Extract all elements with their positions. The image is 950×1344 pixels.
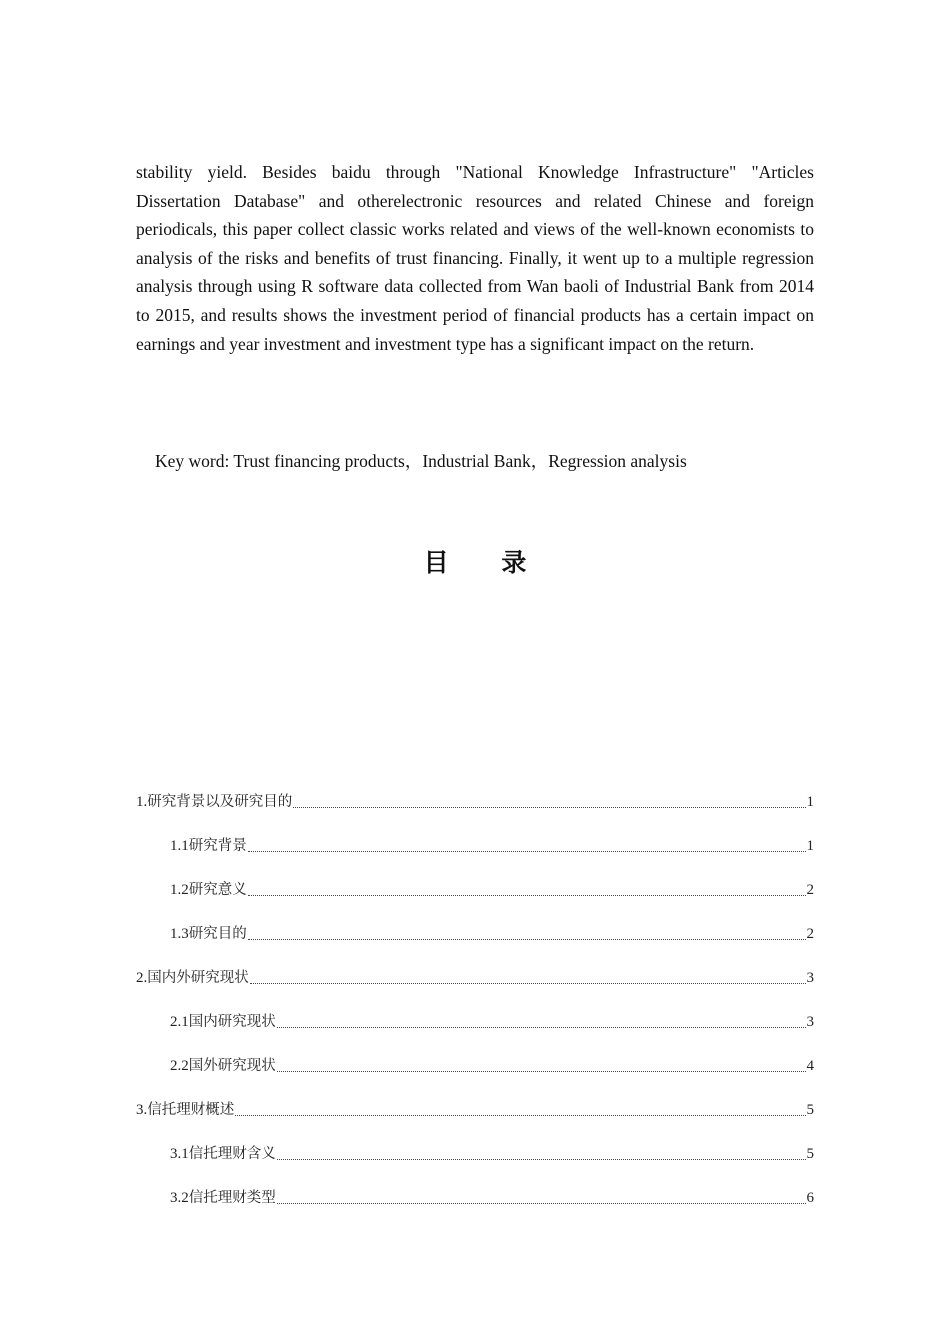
toc-entry-number: 3.: [136, 1102, 148, 1118]
toc-entry[interactable]: [136, 1054, 814, 1098]
toc-entry-number: 3.2: [170, 1190, 189, 1206]
toc-entry-page: 1: [806, 794, 814, 810]
toc-entry[interactable]: [136, 878, 814, 922]
toc-dot-leader: [277, 1186, 806, 1204]
toc-entry-number: 1.2: [170, 882, 189, 898]
toc-entry-title: 研究背景以及研究目的: [147, 794, 293, 810]
toc-entry-number: 1.: [136, 794, 148, 810]
toc-entry-title: 信托理财类型: [188, 1190, 276, 1206]
toc-dot-leader: [248, 834, 806, 852]
toc-entry-title: 信托理财概述: [147, 1102, 235, 1118]
toc-dot-leader: [277, 1142, 806, 1160]
toc-entry-title: 研究目的: [188, 926, 247, 942]
toc-entry-number: 1.1: [170, 838, 189, 854]
toc-entry-number: 2.2: [170, 1058, 189, 1074]
table-of-contents: [136, 790, 814, 1230]
toc-entry-number: 2.: [136, 970, 148, 986]
toc-entry-page: 3: [806, 970, 814, 986]
toc-entry-title: 国内外研究现状: [147, 970, 249, 986]
toc-entry-number: 2.1: [170, 1014, 189, 1030]
toc-entry-title: 国外研究现状: [188, 1058, 276, 1074]
keywords-line: Key word: Trust financing products，Industrial Bank，Regression analysis: [155, 451, 687, 471]
abstract-paragraph: stability yield. Besides baidu through "National Knowledge Infrastructure" "Articles Dissertation Database" and otherelectronic resources and related Chinese and foreign periodicals, this paper collect classic works related and views of the well-known economists to analysis of the risks and benefits of trust financing. Finally, it went up to a multiple regression analysis through using R software data collected from Wan baoli of Industrial Bank from 2014 to 2015, and results shows the investment period of financial products has a certain impact on earnings and year investment and investment type has a significant impact on the return.: [136, 162, 814, 354]
toc-entry-title: 研究背景: [188, 838, 247, 854]
toc-entry-title: 研究意义: [188, 882, 247, 898]
toc-dot-leader: [248, 922, 806, 940]
toc-dot-leader: [248, 878, 806, 896]
toc-entry-page: 2: [806, 926, 814, 942]
toc-entry[interactable]: [136, 1186, 814, 1230]
toc-entry-page: 1: [806, 838, 814, 854]
toc-dot-leader: [250, 966, 806, 984]
toc-entry-number: 1.3: [170, 926, 189, 942]
toc-entry-page: 6: [806, 1190, 814, 1206]
toc-entry-number: 3.1: [170, 1146, 189, 1162]
toc-entry-page: 2: [806, 882, 814, 898]
toc-entry-page: 3: [806, 1014, 814, 1030]
toc-entry-title: 信托理财含义: [188, 1146, 276, 1162]
toc-dot-leader: [277, 1010, 806, 1028]
toc-entry[interactable]: [136, 1142, 814, 1186]
toc-dot-leader: [235, 1098, 805, 1116]
toc-entry[interactable]: [136, 966, 814, 1010]
toc-entry-page: 5: [806, 1102, 814, 1118]
toc-entry-title: 国内研究现状: [188, 1014, 276, 1030]
toc-entry[interactable]: [136, 834, 814, 878]
toc-dot-leader: [293, 790, 805, 808]
toc-entry[interactable]: [136, 790, 814, 834]
toc-entry-page: 5: [806, 1146, 814, 1162]
toc-entry-page: 4: [806, 1058, 814, 1074]
toc-entry[interactable]: [136, 1010, 814, 1054]
toc-entry[interactable]: [136, 922, 814, 966]
toc-title: 目 录: [423, 548, 549, 577]
toc-dot-leader: [277, 1054, 806, 1072]
toc-entry[interactable]: [136, 1098, 814, 1142]
